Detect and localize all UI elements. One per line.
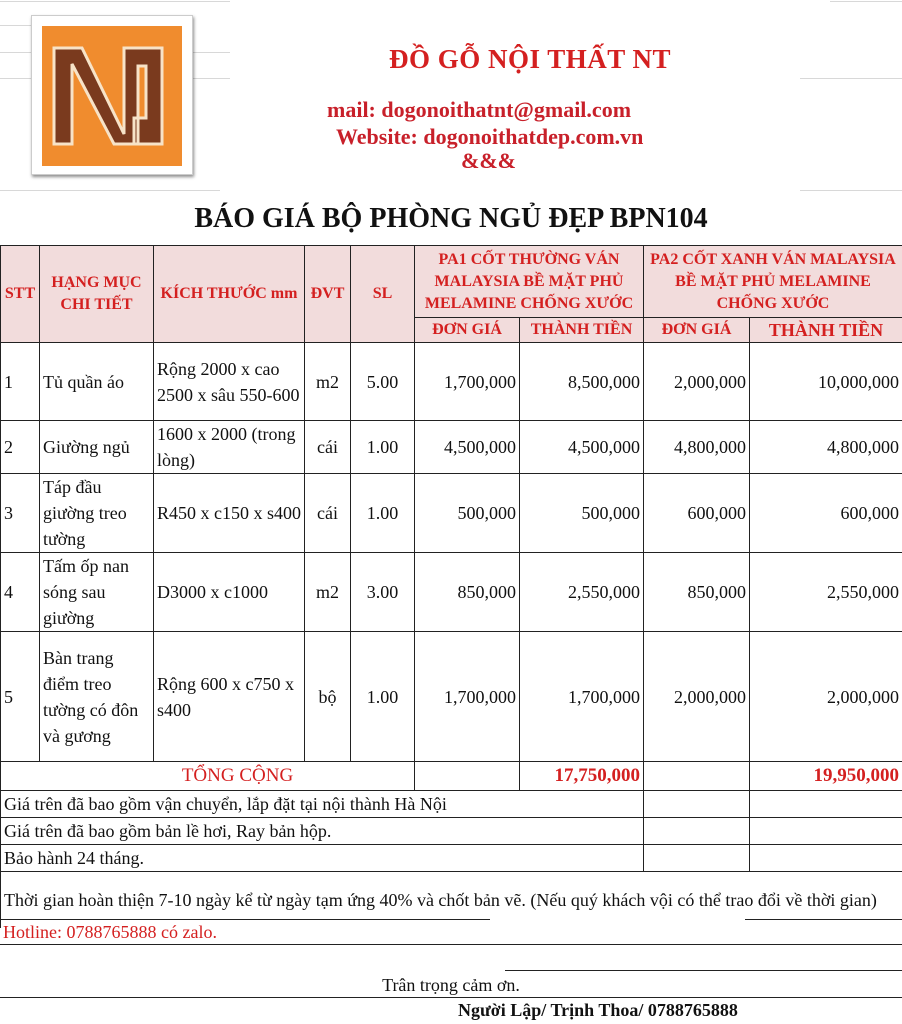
cell-item: Táp đầu giường treo tường [40,474,154,553]
cell-pa2-amount: 2,000,000 [750,632,902,762]
divider [505,970,902,971]
note-hardware: Giá trên đã bao gồm bản lề hơi, Ray bản hộp. [1,818,644,845]
total-row [1,762,902,791]
pa2-total: 19,950,000 [750,762,902,791]
cell-stt: 5 [1,632,40,762]
header-item: HẠNG MỤC CHI TIẾT [40,246,154,343]
company-email[interactable]: mail: dogonoithatnt@gmail.com [327,97,632,122]
cell-size: 1600 x 2000 (trong lòng) [154,421,305,474]
cell-pa1-price: 1,700,000 [415,632,520,762]
cell-pa1-price: 1,700,000 [415,343,520,421]
note-row [1,818,902,845]
cell-pa2-price: 2,000,000 [644,632,750,762]
divider [0,919,490,920]
cell-pa1-price: 850,000 [415,553,520,632]
header-pa1-unit-price: ĐƠN GIÁ [415,318,520,343]
signer: Người Lập/ Trịnh Thoa/ 0788765888 [458,1000,738,1020]
divider [745,919,902,920]
cell-size: R450 x c150 x s400 [154,474,305,553]
table-row [1,474,902,553]
cell-stt: 2 [1,421,40,474]
cell-pa2-price: 600,000 [644,474,750,553]
note-row [1,845,902,872]
cell-unit: bộ [305,632,351,762]
cell-pa1-amount: 500,000 [520,474,644,553]
note-row [1,791,902,818]
header-size: KÍCH THƯỚC mm [154,246,305,343]
sheet-gridline [800,78,902,79]
hotline[interactable]: Hotline: 0788765888 có zalo. [3,922,217,942]
cell-pa1-price: 4,500,000 [415,421,520,474]
table-row [1,421,902,474]
cell-qty: 1.00 [351,632,415,762]
sheet-gridline [800,190,902,191]
header-pa1: PA1 CỐT THƯỜNG VÁN MALAYSIA BỀ MẶT PHỦ MELAMINE CHỐNG XƯỚC [415,246,644,318]
cell-item: Tủ quần áo [40,343,154,421]
cell-pa2-price: 850,000 [644,553,750,632]
sheet-gridline [830,1,902,2]
cell-pa2-amount: 4,800,000 [750,421,902,474]
header-pa1-amount: THÀNH TIỀN [520,318,644,343]
cell-pa2-price: 4,800,000 [644,421,750,474]
divider [0,944,902,945]
note-empty [644,791,750,818]
cell-stt: 4 [1,553,40,632]
cell-item: Giường ngủ [40,421,154,474]
cell-pa1-amount: 8,500,000 [520,343,644,421]
header-stt: STT [1,246,40,343]
cell-pa2-amount: 600,000 [750,474,902,553]
note-empty [644,845,750,872]
cell-unit: cái [305,421,351,474]
cell-qty: 1.00 [351,421,415,474]
header-unit: ĐVT [305,246,351,343]
thanks-text: Trân trọng cảm ơn. [382,975,520,995]
cell-unit: m2 [305,343,351,421]
company-ampersands: &&& [461,148,516,173]
sheet-gridline [0,1,230,2]
cell-unit: cái [305,474,351,553]
table-row [1,343,902,421]
company-logo [31,15,193,175]
cell-pa2-amount: 10,000,000 [750,343,902,421]
total-empty [415,762,520,791]
cell-pa2-price: 2,000,000 [644,343,750,421]
note-shipping: Giá trên đã bao gồm vận chuyển, lắp đặt tại nội thành Hà Nội [1,791,644,818]
cell-pa1-price: 500,000 [415,474,520,553]
note-timeline: Thời gian hoàn thiện 7-10 ngày kể từ ngày tạm ứng 40% và chốt bản vẽ. (Nếu quý khách vội có thể trao đổi về thời gian) [1,872,902,928]
cell-pa1-amount: 2,550,000 [520,553,644,632]
cell-stt: 3 [1,474,40,553]
cell-size: Rộng 600 x c750 x s400 [154,632,305,762]
sheet-gridline [0,190,220,191]
quote-table [0,245,902,928]
header-row [1,246,902,318]
cell-pa2-amount: 2,550,000 [750,553,902,632]
note-empty [750,791,902,818]
nt-monogram-logo-icon [42,26,182,166]
company-website[interactable]: Website: dogonoithatdep.com.vn [336,124,644,149]
cell-unit: m2 [305,553,351,632]
cell-pa1-amount: 1,700,000 [520,632,644,762]
cell-item: Bàn trang điểm treo tường có đôn và gương [40,632,154,762]
cell-stt: 1 [1,343,40,421]
header-pa2-amount: THÀNH TIỀN [750,318,902,343]
note-warranty: Bảo hành 24 tháng. [1,845,644,872]
note-empty [750,845,902,872]
cell-item: Tấm ốp nan sóng sau giường [40,553,154,632]
cell-qty: 1.00 [351,474,415,553]
table-row [1,632,902,762]
note-empty [750,818,902,845]
cell-size: D3000 x c1000 [154,553,305,632]
note-empty [644,818,750,845]
header-pa2: PA2 CỐT XANH VÁN MALAYSIA BỀ MẶT PHỦ MELAMINE CHỐNG XƯỚC [644,246,902,318]
cell-qty: 5.00 [351,343,415,421]
divider [0,997,902,998]
header-pa2-unit-price: ĐƠN GIÁ [644,318,750,343]
page-title: BÁO GIÁ BỘ PHÒNG NGỦ ĐẸP BPN104 [194,203,708,234]
total-label: TỔNG CỘNG [1,762,415,791]
table-row [1,553,902,632]
company-name: ĐỒ GỖ NỘI THẤT NT [388,44,672,74]
cell-size: Rộng 2000 x cao 2500 x sâu 550-600 [154,343,305,421]
header-qty: SL [351,246,415,343]
total-empty [644,762,750,791]
cell-pa1-amount: 4,500,000 [520,421,644,474]
pa1-total: 17,750,000 [520,762,644,791]
cell-qty: 3.00 [351,553,415,632]
